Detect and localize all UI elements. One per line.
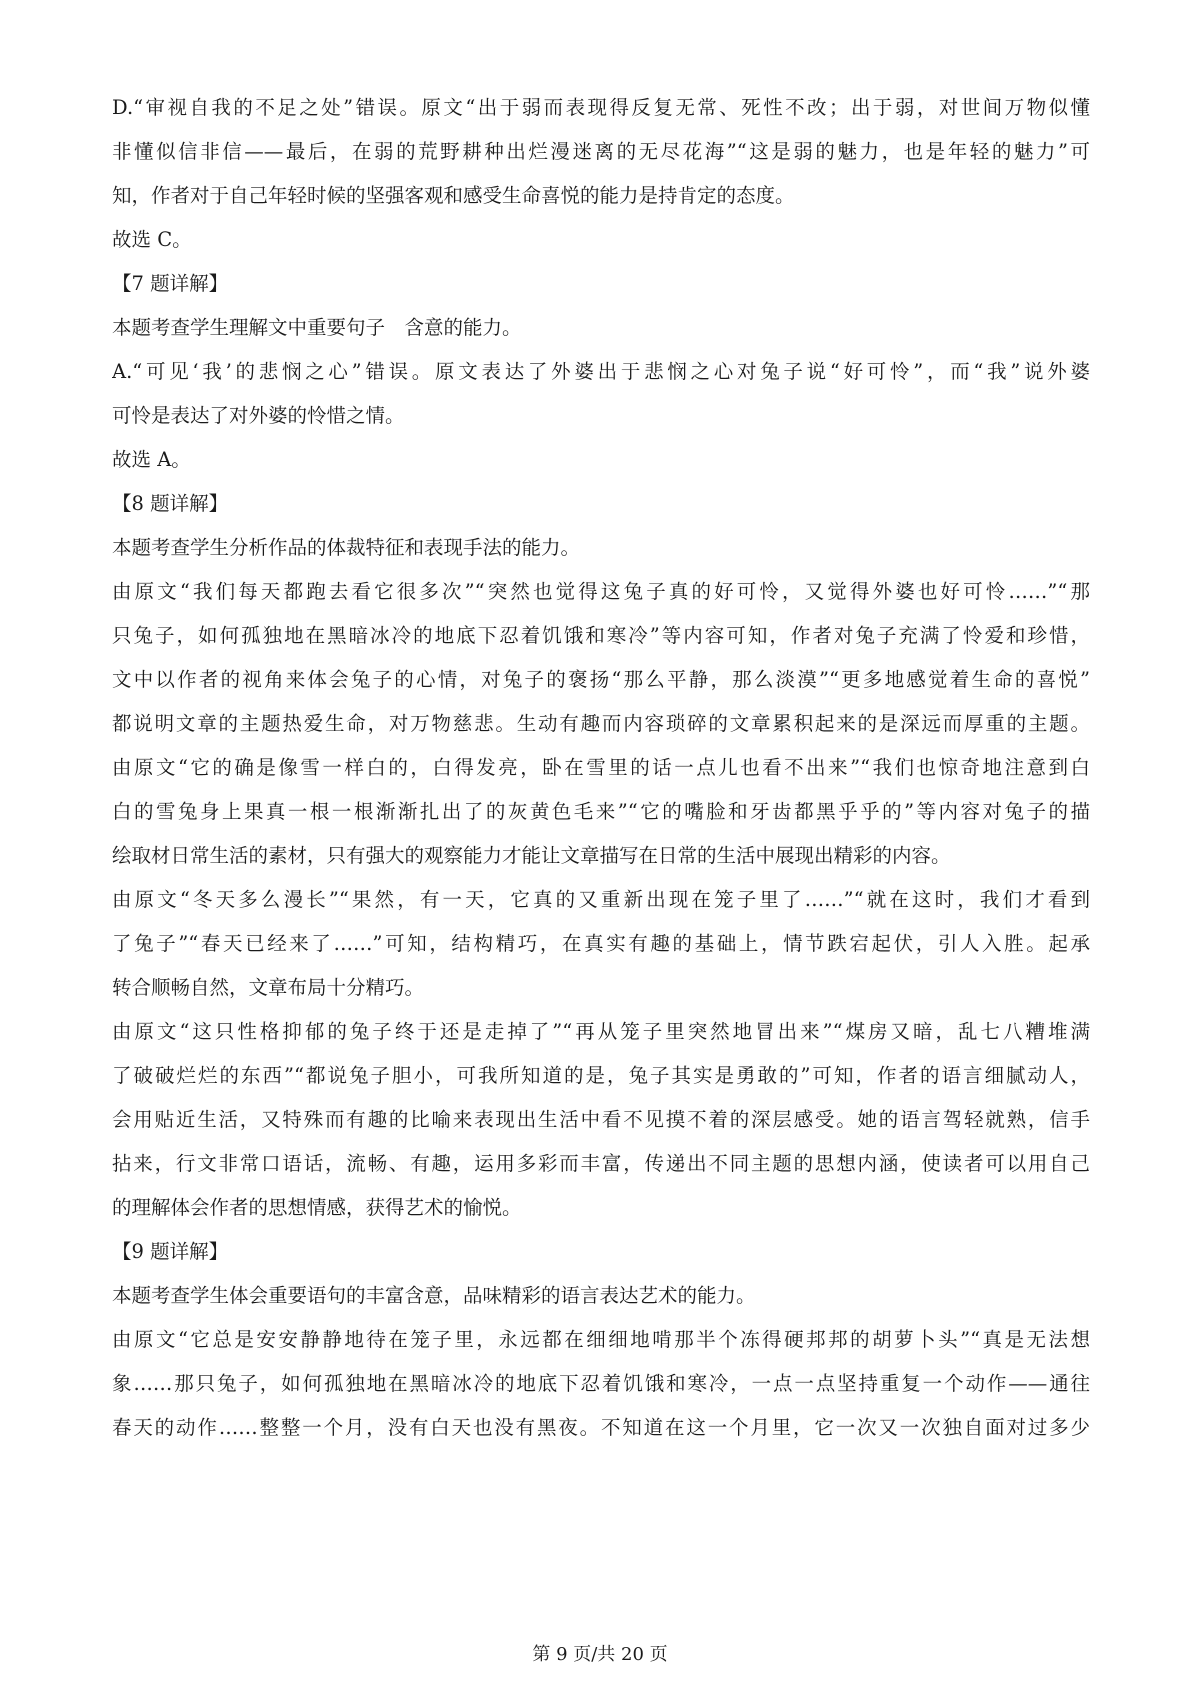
page-footer: 第 9 页/共 20 页 — [532, 1644, 668, 1665]
text-line: 拈来，行文非常口语话，流畅、有趣，运用多彩而丰富，传递出不同主题的思想内涵，使读者可以用自己 — [112, 1152, 1090, 1175]
text-line: 本题考查学生分析作品的体裁特征和表现手法的能力。 — [112, 536, 581, 559]
text-line: 可怜是表达了对外婆的怜惜之情。 — [112, 404, 405, 427]
text-line: 由原文“我们每天都跑去看它很多次”“突然也觉得这兔子真的好可怜，又觉得外婆也好可怜……”“那 — [112, 580, 1090, 603]
text-line: 转合顺畅自然，文章布局十分精巧。 — [112, 976, 425, 999]
text-line: 故选 C。 — [112, 228, 192, 251]
text-line: 的理解体会作者的思想情感，获得艺术的愉悦。 — [112, 1196, 522, 1219]
text-line: 故选 A。 — [112, 448, 191, 471]
text-line: 象……那只兔子，如何孤独地在黑暗冰冷的地底下忍着饥饿和寒冷，一点一点坚持重复一个动作——通往 — [112, 1372, 1090, 1395]
text-line: 会用贴近生活，又特殊而有趣的比喻来表现出生活中看不见摸不着的深层感受。她的语言驾轻就熟，信手 — [112, 1108, 1090, 1131]
section-heading: 【8 题详解】 — [112, 492, 229, 515]
text-line: 由原文“它的确是像雪一样白的，白得发亮，卧在雪里的话一点儿也看不出来”“我们也惊奇地注意到白 — [112, 756, 1090, 779]
text-line: D.“审视自我的不足之处”错误。原文“出于弱而表现得反复无常、死性不改；出于弱，对世间万物似懂 — [112, 96, 1090, 119]
text-line: 由原文“这只性格抑郁的兔子终于还是走掉了”“再从笼子里突然地冒出来”“煤房又暗，乱七八糟堆满 — [112, 1020, 1090, 1043]
text-line: A.“可见‘我’的悲悯之心”错误。原文表达了外婆出于悲悯之心对兔子说“好可怜”，而“我”说外婆 — [112, 360, 1090, 383]
section-heading: 【9 题详解】 — [112, 1240, 229, 1263]
text-line: 非懂似信非信——最后，在弱的荒野耕种出烂漫迷离的无尽花海”“这是弱的魅力，也是年轻的魅力”可 — [112, 140, 1090, 163]
text-line: 白的雪兔身上果真一根一根渐渐扎出了的灰黄色毛来”“它的嘴脸和牙齿都黑乎乎的”等内容对兔子的描 — [112, 800, 1090, 823]
text-line: 由原文“它总是安安静静地待在笼子里，永远都在细细地啃那半个冻得硬邦邦的胡萝卜头”“真是无法想 — [112, 1328, 1090, 1351]
text-line: 由原文“冬天多么漫长”“果然，有一天，它真的又重新出现在笼子里了……”“就在这时，我们才看到 — [112, 888, 1090, 911]
text-line: 本题考查学生体会重要语句的丰富含意，品味精彩的语言表达艺术的能力。 — [112, 1284, 756, 1307]
text-line: 绘取材日常生活的素材，只有强大的观察能力才能让文章描写在日常的生活中展现出精彩的内容。 — [112, 844, 951, 867]
text-line: 只兔子，如何孤独地在黑暗冰冷的地底下忍着饥饿和寒冷”等内容可知，作者对兔子充满了怜爱和珍惜， — [112, 624, 1090, 647]
text-line: 了兔子”“春天已经来了……”可知，结构精巧，在真实有趣的基础上，情节跌宕起伏，引人入胜。起承 — [112, 932, 1090, 955]
text-line: 了破破烂烂的东西”“都说兔子胆小，可我所知道的是，兔子其实是勇敢的”可知，作者的语言细腻动人， — [112, 1064, 1090, 1087]
document-body — [112, 86, 1090, 1450]
text-line: 都说明文章的主题热爱生命，对万物慈悲。生动有趣而内容琐碎的文章累积起来的是深远而厚重的主题。 — [112, 712, 1090, 735]
text-line: 本题考查学生理解文中重要句子 含意的能力。 — [112, 316, 522, 339]
section-heading: 【7 题详解】 — [112, 272, 229, 295]
text-line: 文中以作者的视角来体会兔子的心情，对兔子的褒扬“那么平静，那么淡漠”“更多地感觉着生命的喜悦” — [112, 668, 1090, 691]
text-line: 春天的动作……整整一个月，没有白天也没有黑夜。不知道在这一个月里，它一次又一次独自面对过多少 — [112, 1416, 1090, 1439]
text-line: 知，作者对于自己年轻时候的坚强客观和感受生命喜悦的能力是持肯定的态度。 — [112, 184, 795, 207]
